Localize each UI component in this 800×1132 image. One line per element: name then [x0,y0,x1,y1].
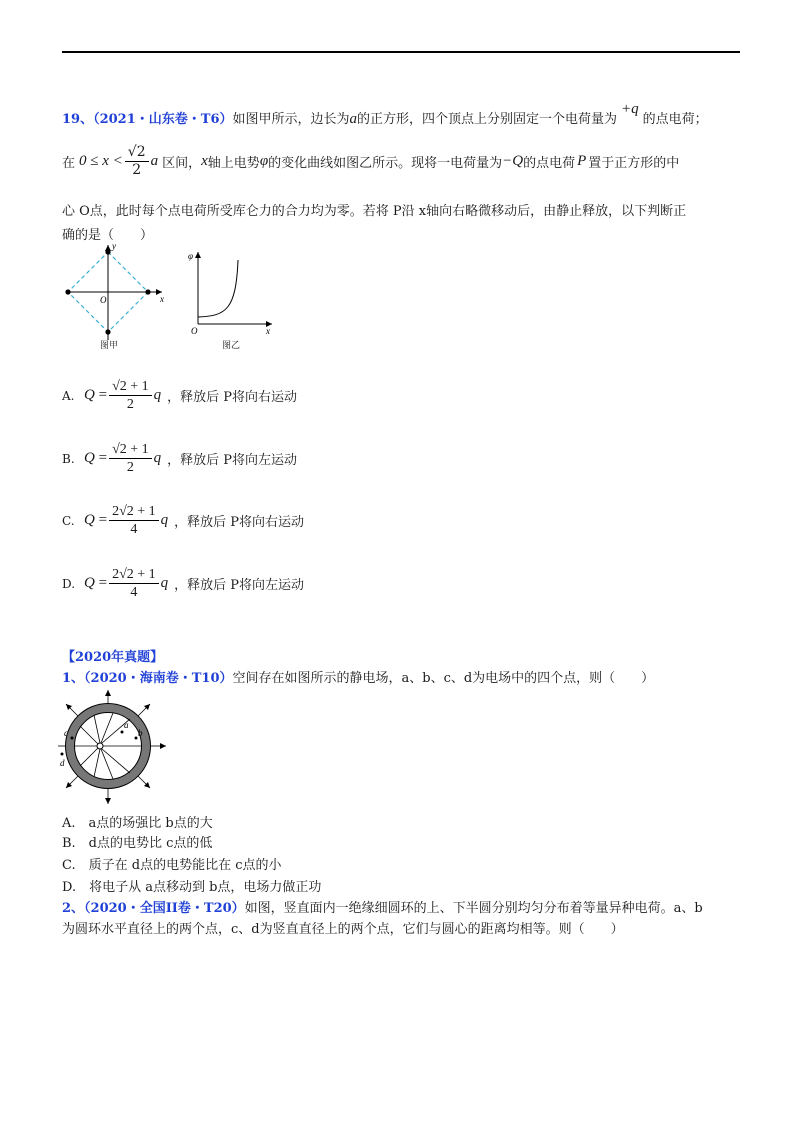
q19-line3: 心 O点，此时每个点电荷所受库仑力的合力均为零。若将 P沿 x轴向右略微移动后，由静止释放，以下判断正 [62,204,687,219]
figure-b-caption: 图乙 [222,341,241,351]
option-letter: D. [62,576,76,591]
field-lines-inner [75,713,141,779]
q1-number: 1、 [62,671,85,686]
label-c: c [64,728,68,738]
option-letter: A. [62,388,75,403]
q19-option-a [62,378,297,413]
q19-text: 置于正方形的中 [588,156,680,171]
q19-text: 如图甲所示，边长为 [232,112,350,127]
q2-text: 如图，竖直面内一绝缘细圆环的上、下半圆分别均匀分布着等量异种电荷。a、b [244,901,703,916]
q1-option-a: A. a点的场强比 b点的大 [62,816,213,831]
option-text: ，释放后 P将向左运动 [167,453,298,468]
option-text: ，释放后 P将向右运动 [174,515,305,530]
option-text: ，释放后 P将向右运动 [167,390,298,405]
label-o: O [191,326,198,336]
charge-right [145,289,150,294]
q19-option-c [62,503,304,538]
q1-stem [62,667,654,686]
q19-source: （2021・山东卷・T6） [93,112,233,127]
figure-ring-field [58,688,170,808]
var-phi: φ [259,153,269,169]
fraction-numerator: √2 + 1 [109,441,152,459]
q1-text: 空间存在如图所示的静电场，a、b、c、d为电场中的四个点，则（ ） [232,671,655,686]
label-x: x [266,326,270,336]
range-left: 0 ≤ x < [79,153,123,169]
label-phi: φ [188,251,193,261]
fraction-numerator: √2 [125,144,149,162]
equals-sign: = [98,512,108,528]
q19-text: 的变化曲线如图乙所示。现将一电荷量为 [268,156,503,171]
var-q-cap: Q [84,387,95,403]
var-q-cap: Q [84,575,95,591]
fraction-denominator: 4 [130,522,138,537]
label-y: y [112,241,116,251]
q2-number: 2、 [62,901,85,916]
q19-option-b [62,441,297,476]
charge-plus-q: +q [621,101,639,117]
option-letter: B. [62,451,75,466]
charge-bottom [105,329,110,334]
fraction-denominator: 4 [130,585,138,600]
fraction-numerator: √2 + 1 [109,378,152,396]
fraction-denominator: 2 [126,460,134,475]
q19-text: 轴上电势 [207,156,260,171]
point-c [71,737,74,740]
equals-sign: = [98,450,108,466]
figure-a-caption: 图甲 [100,341,119,351]
header-rule [62,51,740,53]
option-letter: C. [62,513,75,528]
fraction-denominator: 2 [126,397,134,412]
section-title: 【2020年真题】 [62,650,164,665]
var-a: a [150,153,159,169]
q1-source: （2020・海南卷・T10） [84,671,233,686]
var-x: x [201,153,208,169]
var-q: q [160,512,169,528]
label-x: x [160,294,164,304]
q19-option-d [62,566,304,601]
label-o: O [100,295,107,305]
var-q-cap: Q [84,512,95,528]
charge-top [105,249,110,254]
label-d: d [60,758,65,768]
q2-stem-line2: 为圆环水平直径上的两个点，c、d为竖直直径上的两个点，它们与圆心的距离均相等。则（ ） [62,922,624,937]
var-a: a [349,111,358,127]
q19-text: 的点电荷； [642,112,708,127]
var-q: q [153,450,162,466]
q19-text: 区间， [162,156,202,171]
equals-sign: = [98,575,108,591]
var-q-cap: Q [84,450,95,466]
fraction-numerator: 2√2 + 1 [109,503,159,521]
q19-line1 [62,101,708,128]
var-p: P [577,153,587,169]
fraction-sqrt2-over-2 [125,144,149,179]
q19-text: 的正方形，四个顶点上分别固定一个电荷量为 [357,112,618,127]
equals-sign: = [98,387,108,403]
q1-option-d: D. 将电子从 a点移动到 b点，电场力做正功 [62,880,322,895]
fraction-denominator: 2 [132,162,142,178]
potential-curve [198,260,238,317]
point-a [121,731,124,734]
figure-square [62,240,174,352]
option-text: ，释放后 P将向左运动 [174,578,305,593]
q19-number: 19、 [62,112,94,127]
q19-line2 [62,144,679,179]
label-b: b [138,728,143,738]
var-q: q [160,575,169,591]
figure-potential-curve [186,248,278,336]
q2-stem-line1 [62,897,703,916]
q1-option-c: C. 质子在 d点的电势能比在 c点的小 [62,858,282,873]
fraction-numerator: 2√2 + 1 [109,566,159,584]
q19-text: 在 [62,156,76,171]
q19-text: 的点电荷 [523,156,576,171]
q2-source: （2020・全国II卷・T20） [84,901,245,916]
label-a: a [124,720,129,730]
var-q: q [153,387,162,403]
phi-axis-arrow [195,252,201,258]
q19-line4: 确的是（ ） [62,228,154,243]
q1-option-b: B. d点的电势比 c点的低 [62,836,213,851]
charge-left [65,289,70,294]
charge-neg-q: −Q [502,153,524,169]
point-d [61,753,64,756]
